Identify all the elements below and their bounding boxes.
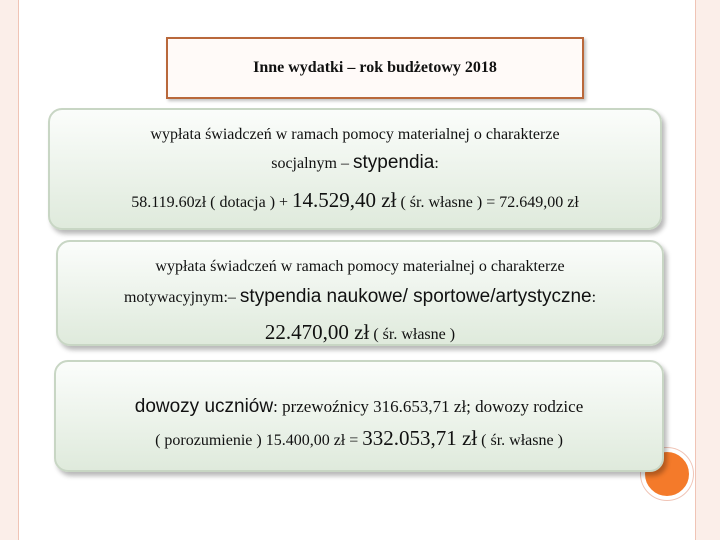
panel1-total: ( śr. własne ) = 72.649,00 zł (400, 194, 579, 211)
panel2-scholarship-types: stypendia naukowe/ sportowe/artystyczne (239, 286, 592, 307)
expense-panel-social-scholarship (48, 108, 662, 230)
panel1-own-amount: 14.529,40 zł (292, 188, 397, 212)
panel2-line2-prefix: motywacyjnym:– (123, 289, 236, 306)
panel2-line2-suffix: : (591, 289, 597, 306)
expense-panel-student-transport (54, 360, 664, 472)
panel1-line2-prefix: socjalnym – (271, 155, 349, 172)
panel3-source: ( śr. własne ) (481, 432, 563, 449)
panel1-grant-amount: 58.119.60zł ( dotacja ) + (131, 194, 289, 211)
panel2-source: ( śr. własne ) (373, 326, 456, 343)
panel3-carriers: : przewoźnicy 316.653,71 zł; dowozy rodzice (273, 397, 584, 416)
panel1-line3 (50, 186, 660, 217)
panel3-agreement-amount: ( porozumienie ) 15.400,00 zł = (155, 432, 359, 449)
panel1-line2-suffix: : (434, 155, 439, 172)
panel2-line2 (58, 283, 662, 312)
title-text: Inne wydatki – rok budżetowy 2018 (253, 59, 497, 76)
panel2-line1: wypłata świadczeń w ramach pomocy materialnej o charakterze (155, 258, 565, 275)
panel1-line1: wypłata świadczeń w ramach pomocy materialnej o charakterze (150, 126, 560, 143)
panel1-line2 (50, 149, 660, 178)
panel3-total-amount: 332.053,71 zł (362, 426, 478, 450)
panel3-line2 (56, 423, 662, 456)
panel2-own-amount: 22.470,00 zł (264, 320, 370, 344)
expense-panel-motivational-scholarship (56, 240, 664, 346)
panel2-line3 (58, 318, 662, 349)
panel3-transport-label: dowozy uczniów (134, 396, 274, 417)
page-title (166, 37, 584, 99)
panel1-stypendia-label: stypendia (352, 152, 435, 173)
panel3-line1 (56, 392, 662, 423)
